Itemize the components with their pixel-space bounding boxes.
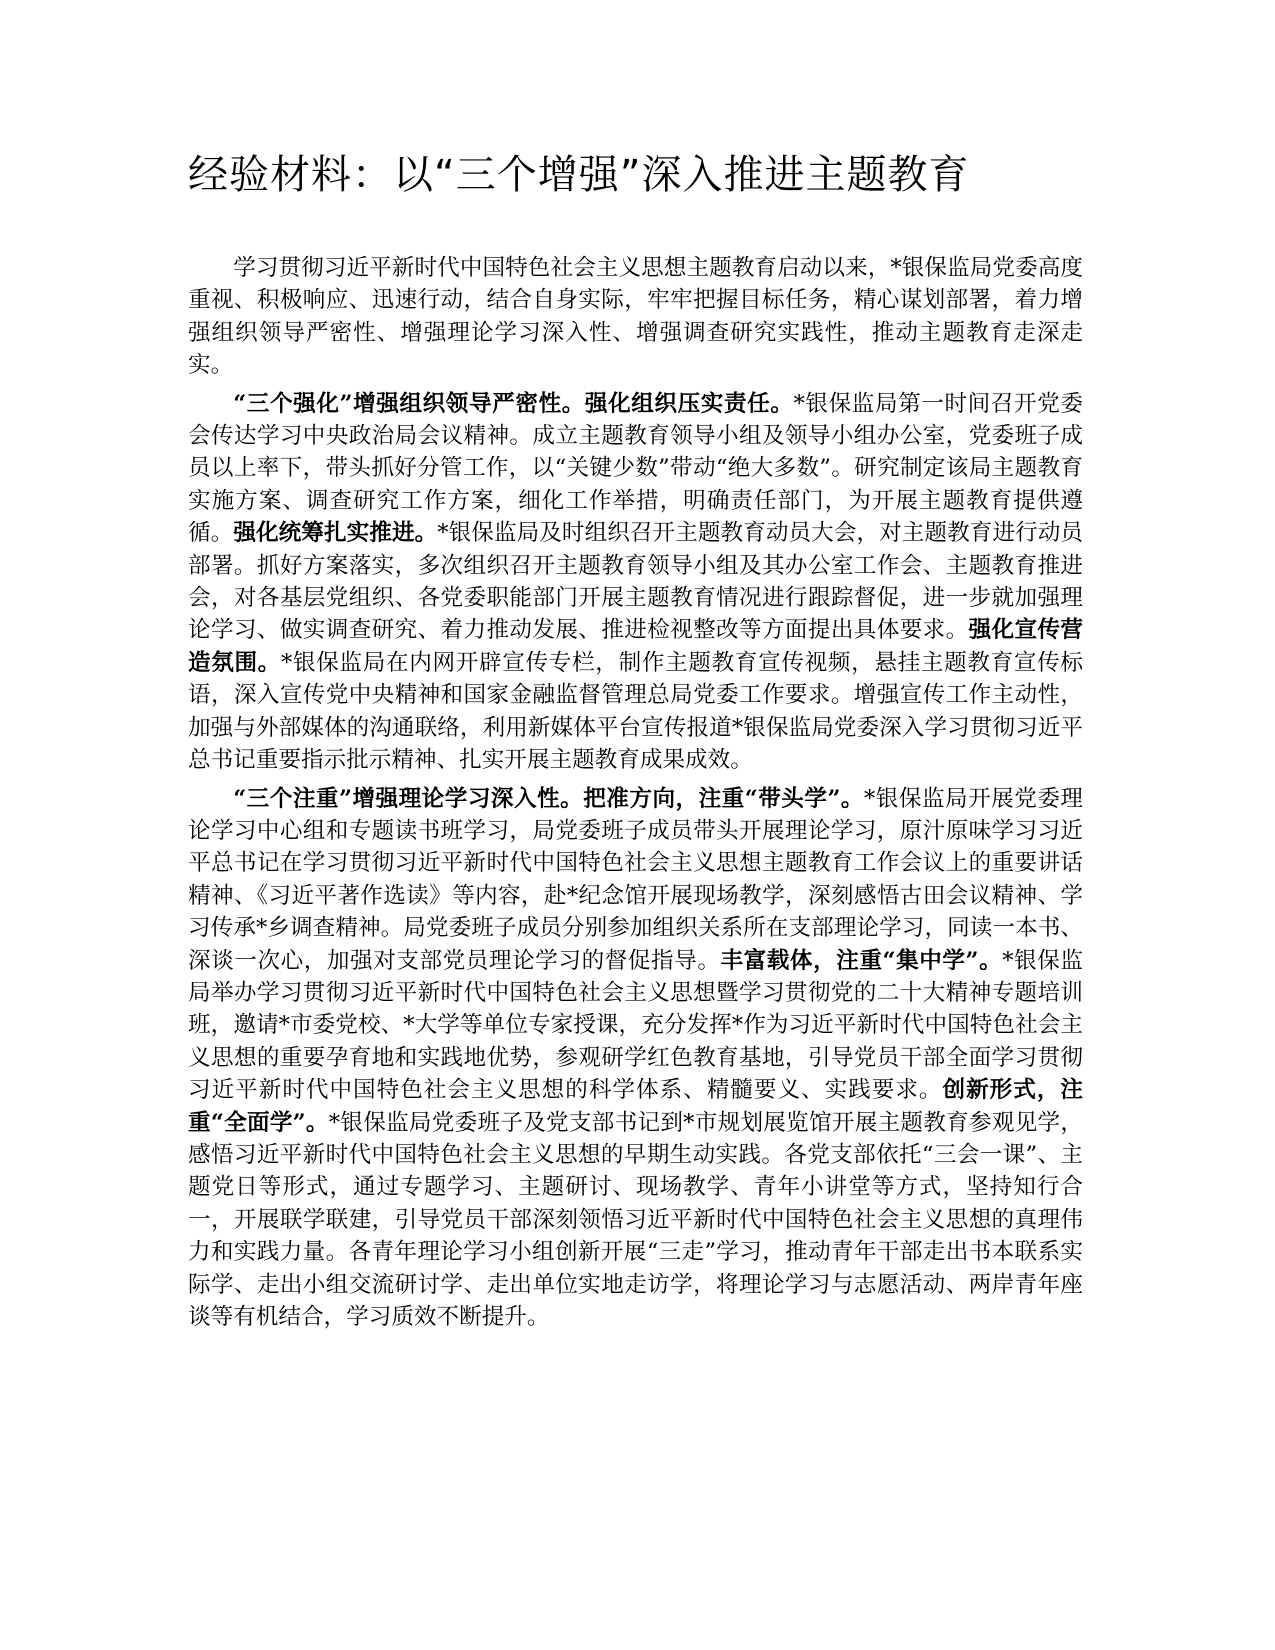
paragraph-text: 学习贯彻习近平新时代中国特色社会主义思想主题教育启动以来，*银保监局党委高度重视、积极响应、迅速行动，结合自身实际，牢牢把握目标任务，精心谋划部署，着力增强组织领导严密性、增强理论学习深入性、增强调查研究实践性，推动主题教育走深走实。 (188, 255, 1083, 379)
paragraph-heading: “三个注重”增强理论学习深入性。把准方向，注重“带头学”。 (233, 785, 865, 812)
paragraph-organization (188, 388, 1083, 777)
paragraph-text: *银保监局党委班子及党支部书记到*市规划展览馆开展主题教育参观见学，感悟习近平新时代中国特色社会主义思想的早期生动实践。各党支部依托“三会一课”、主题党日等形式，通过专题学习、主题研讨、现场教学、青年小讲堂等方式，坚持知行合一，开展联学联建，引导党员干部深刻领悟习近平新时代中国特色社会主义思想的真理伟力和实践力量。各青年理论学习小组创新开展“三走”学习，推动青年干部走出书本联系实际学、走出小组交流研讨学、走出单位实地走访学，将理论学习与志愿活动、两岸青年座谈等有机结合，学习质效不断提升。 (188, 1109, 1084, 1330)
paragraph-subheading: 强化宣传营造氛围。 (188, 617, 1084, 676)
paragraph-subheading: 强化统筹扎实推进。 (233, 520, 438, 547)
paragraph-text: *银保监局第一时间召开党委会传达学习中央政治局会议精神。成立主题教育领导小组及领导小组办公室，党委班子成员以上率下，带头抓好分管工作，以“关键少数”带动“绝大多数”。研究制定该局主题教育实施方案、调查研究工作方案，细化工作举措，明确责任部门，为开展主题教育提供遵循。 (188, 390, 1084, 547)
paragraph-heading: “三个强化”增强组织领导严密性。强化组织压实责任。 (233, 390, 794, 417)
paragraph-subheading: 丰富载体，注重“集中学”。 (720, 947, 1003, 974)
paragraph-text: *银保监局举办学习贯彻习近平新时代中国特色社会主义思想暨学习贯彻党的二十大精神专题培训班，邀请*市委党校、*大学等单位专家授课，充分发挥*作为习近平新时代中国特色社会主义思想的重要孕育地和实践地优势，参观研学红色教育基地，引导党员干部全面学习贯彻习近平新时代中国特色社会主义思想的科学体系、精髓要义、实践要求。 (188, 947, 1084, 1104)
document-body (188, 252, 1083, 1339)
paragraph-text: *银保监局在内网开辟宣传专栏，制作主题教育宣传视频，悬挂主题教育宣传标语，深入宣传党中央精神和国家金融监督管理总局党委工作要求。增强宣传工作主动性，加强与外部媒体的沟通联络，利用新媒体平台宣传报道*银保监局党委深入学习贯彻习近平总书记重要指示批示精神、扎实开展主题教育成果成效。 (188, 649, 1084, 774)
paragraph-subheading: 创新形式，注重“全面学”。 (188, 1077, 1084, 1136)
paragraph-text: *银保监局开展党委理论学习中心组和专题读书班学习，局党委班子成员带头开展理论学习，原汁原味学习习近平总书记在学习贯彻习近平新时代中国特色社会主义思想主题教育工作会议上的重要讲话精神、《习近平著作选读》等内容，赴*纪念馆开展现场教学，深刻感悟古田会议精神、学习传承*乡调查精神。局党委班子成员分别参加组织关系所在支部理论学习，同读一本书、深谈一次心，加强对支部党员理论学习的督促指导。 (188, 785, 1084, 974)
paragraph-text: *银保监局及时组织召开主题教育动员大会，对主题教育进行动员部署。抓好方案落实，多次组织召开主题教育领导小组及其办公室工作会、主题教育推进会，对各基层党组织、各党委职能部门开展主题教育情况进行跟踪督促，进一步就加强理论学习、做实调查研究、着力推动发展、推进检视整改等方面提出具体要求。 (188, 520, 1084, 644)
paragraph-intro (188, 252, 1083, 382)
paragraph-theory-study (188, 783, 1083, 1334)
document-title: 经验材料：以“三个增强”深入推进主题教育 (188, 152, 970, 198)
